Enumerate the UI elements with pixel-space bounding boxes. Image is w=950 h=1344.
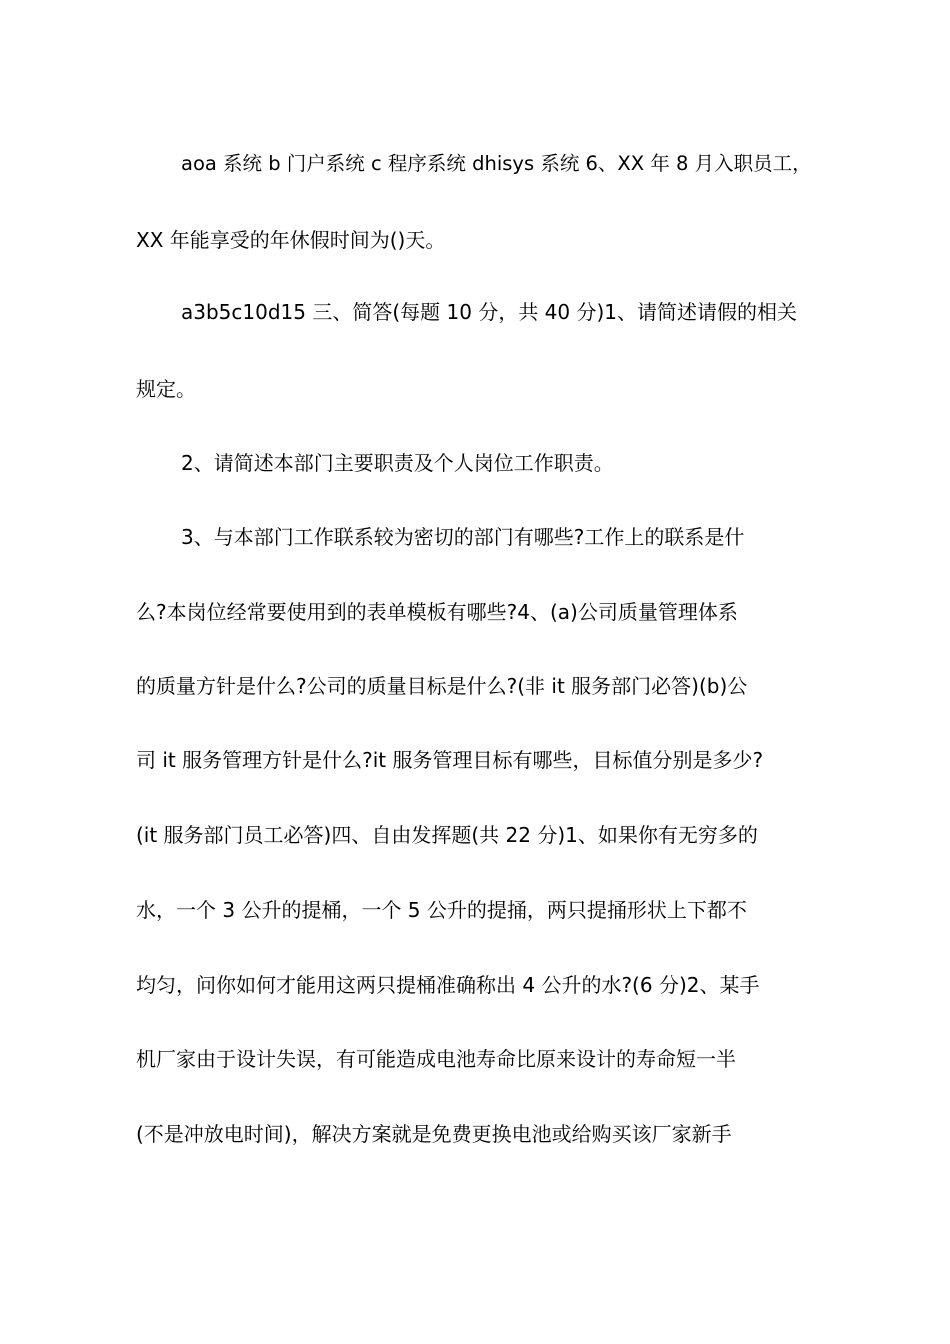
text-line: (不是冲放电时间)，解决方案就是免费更换电池或给购买该厂家新手	[136, 1122, 732, 1146]
text-line: 2、请简述本部门主要职责及个人岗位工作职责。	[181, 451, 614, 475]
text-line: 的质量方针是什么?公司的质量目标是什么?(非 it 服务部门必答)(b)公	[136, 674, 748, 698]
text-line: 规定。	[136, 377, 196, 401]
text-line: (it 服务部门员工必答)四、自由发挥题(共 22 分)1、如果你有无穷多的	[136, 823, 758, 847]
text-line: 机厂家由于设计失误，有可能造成电池寿命比原来设计的寿命短一半	[136, 1047, 736, 1071]
text-line: XX 年能享受的年休假时间为()天。	[136, 228, 446, 252]
text-line: 么?本岗位经常要使用到的表单模板有哪些?4、(a)公司质量管理体系	[136, 600, 738, 624]
text-line: a3b5c10d15 三、简答(每题 10 分，共 40 分)1、请简述请假的相关	[181, 300, 798, 324]
text-line: 3、与本部门工作联系较为密切的部门有哪些?工作上的联系是什	[181, 525, 745, 549]
text-line: 均匀，问你如何才能用这两只提桶准确称出 4 公升的水?(6 分)2、某手	[136, 973, 760, 997]
text-line: 水，一个 3 公升的提桶，一个 5 公升的提捅，两只提捅形状上下都不	[136, 898, 747, 922]
text-line: 司 it 服务管理方针是什么?it 服务管理目标有哪些，目标值分别是多少?	[136, 748, 764, 772]
text-line: aoa 系统 b 门户系统 c 程序系统 dhisys 系统 6、XX 年 8 月入职员工，	[181, 152, 812, 175]
